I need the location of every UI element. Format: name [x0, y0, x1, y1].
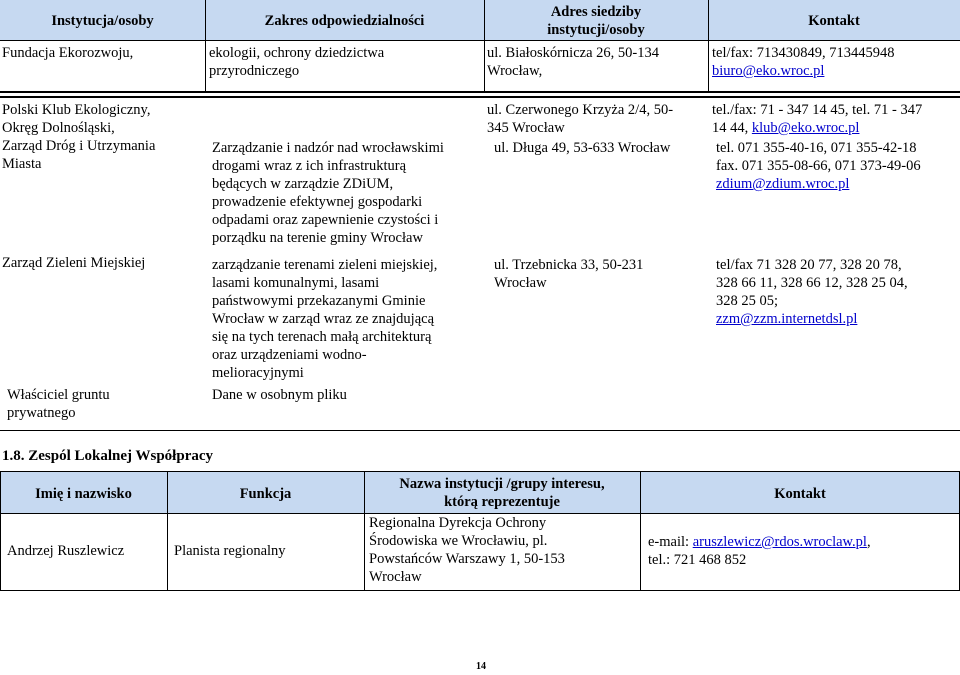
table1-bottom-rule	[0, 430, 960, 431]
table1-header-contact: Kontakt	[808, 13, 860, 29]
row-scope: ekologii, ochrony dziedzictwa przyrodniczego	[209, 45, 385, 79]
table-row	[2, 44, 133, 62]
row-address: ul. Długa 49, 53-633 Wrocław	[494, 140, 671, 156]
row-scope: zarządzanie terenami zieleni miejskiej, lasami komunalnymi, lasami państwowymi przekazanymi Gminie Wrocław w zarząd wraz ze znajdującą się na tych terenach małą architekturą oraz urządzeniami wodno- melioracyjnymi	[212, 257, 438, 381]
table2-top-rule	[0, 471, 960, 472]
section-heading: 1.8. Zespól Lokalnej Współpracy	[2, 448, 214, 464]
page-number: 14	[476, 661, 486, 672]
table-row: Zarząd Dróg i Utrzymania Miasta	[2, 138, 156, 172]
email-link[interactable]: biuro@eko.wroc.pl	[712, 63, 825, 79]
row-address: ul. Białoskórnicza 26, 50-134 Wrocław,	[487, 45, 659, 79]
person-institution: Regionalna Dyrekcja Ochrony Środowiska we Wrocławiu, pl. Powstańców Warszawy 1, 50-153 Wrocław	[369, 515, 565, 585]
email-link[interactable]: aruszlewicz@rdos.wroclaw.pl	[692, 534, 867, 550]
row-address: ul. Trzebnicka 33, 50-231 Wrocław	[494, 257, 644, 291]
row-contact: tel/fax 71 328 20 77, 328 20 78, 328 66 11, 328 66 12, 328 25 04, 328 25 05; zzm@zzm.internetdsl.pl	[716, 257, 908, 327]
table1-row-rule	[0, 91, 960, 93]
row-institution: Zarząd Dróg i Utrzymania	[2, 138, 156, 154]
person-name: Andrzej Ruszlewicz	[7, 543, 125, 559]
table-row: Polski Klub Ekologiczny, Okręg Dolnośląski,	[2, 102, 151, 136]
email-link[interactable]: klub@eko.wroc.pl	[751, 120, 860, 136]
table1-header-rule	[0, 40, 960, 41]
row-scope: Zarządzanie i nadzór nad wrocławskimi drogami wraz z ich infrastrukturą będących w zarządzie ZDiUM, prowadzenie efektywnej gospodarki odpadami oraz zapewnienie czystości i porządku na terenie gminy Wrocław	[212, 140, 444, 246]
table2-header-institution-l2: którą reprezentuje	[444, 494, 560, 510]
row-institution: Fundacja Ekorozwoju,	[2, 45, 134, 61]
table-row	[2, 254, 145, 272]
person-function: Planista regionalny	[174, 543, 286, 559]
table2-header-contact: Kontakt	[774, 486, 826, 502]
table1-header-scope: Zakres odpowiedzialności	[264, 13, 425, 29]
row-address: ul. Czerwonego Krzyża 2/4, 50- 345 Wrocław	[487, 102, 674, 136]
row-contact: tel/fax: 713430849, 713445948 biuro@eko.wroc.pl	[712, 45, 895, 79]
email-link[interactable]: zzm@zzm.internetdsl.pl	[716, 311, 858, 327]
table2-header-name: Imię i nazwisko	[35, 486, 132, 502]
table2-header-function: Funkcja	[239, 486, 292, 502]
row-contact: tel. 071 355-40-16, 071 355-42-18 fax. 071 355-08-66, 071 373-49-06 zdium@zdium.wroc.pl	[716, 140, 921, 192]
table1-header-address-l1: Adres siedziby	[550, 4, 642, 20]
table-row: Właściciel gruntu prywatnego	[7, 387, 110, 421]
table2-header-institution-l1: Nazwa instytucji /grupy interesu,	[399, 476, 605, 492]
email-link[interactable]: zdium@zdium.wroc.pl	[716, 176, 850, 192]
row-institution: Właściciel gruntu	[7, 387, 110, 403]
row-institution: Zarząd Zieleni Miejskiej	[2, 255, 146, 271]
table2-bottom-rule	[0, 590, 960, 591]
row-scope: Dane w osobnym pliku	[212, 387, 347, 403]
table1-row-rule	[0, 96, 960, 98]
table1-header-institution: Instytucja/osoby	[51, 13, 154, 29]
table1-header-address-l2: instytucji/osoby	[547, 22, 645, 38]
row-contact: tel./fax: 71 - 347 14 45, tel. 71 - 347 14 44, klub@eko.wroc.pl	[712, 102, 923, 136]
row-institution: Polski Klub Ekologiczny,	[2, 102, 151, 118]
person-contact: e-mail: aruszlewicz@rdos.wroclaw.pl, tel.: 721 468 852	[648, 534, 871, 568]
